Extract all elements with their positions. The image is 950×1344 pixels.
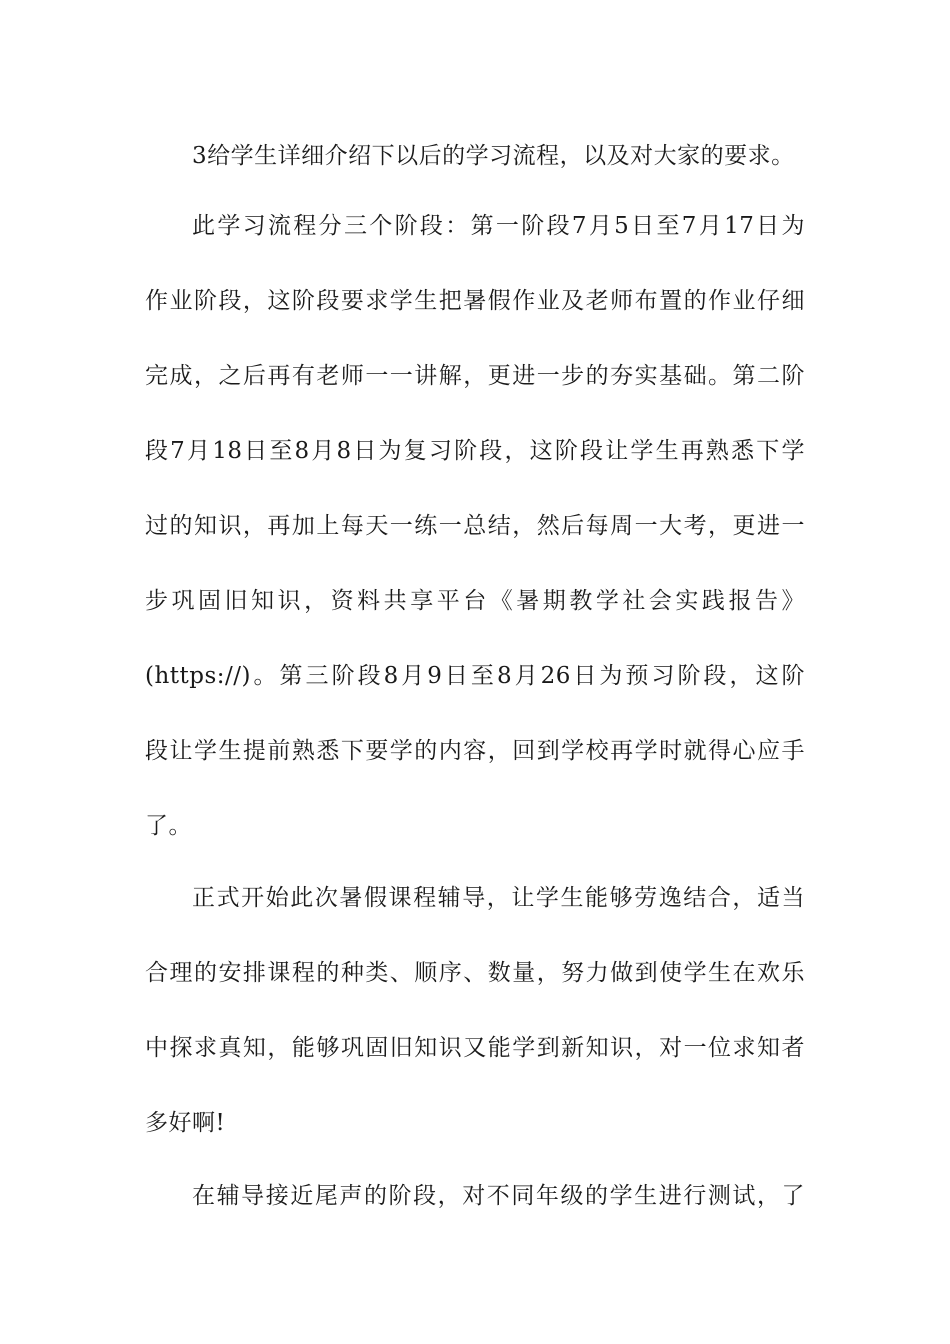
paragraph-2-line-2: 作业阶段，这阶段要求学生把暑假作业及老师布置的作业仔细 — [145, 288, 805, 314]
paragraph-1-line-1: 3给学生详细介绍下以后的学习流程，以及对大家的要求。 — [192, 143, 795, 169]
paragraph-2-line-4: 段7月18日至8月8日为复习阶段，这阶段让学生再熟悉下学 — [145, 438, 805, 464]
paragraph-2-line-1: 此学习流程分三个阶段：第一阶段7月5日至7月17日为 — [192, 213, 805, 239]
paragraph-2-line-8: 段让学生提前熟悉下要学的内容，回到学校再学时就得心应手 — [145, 738, 805, 764]
paragraph-3-line-2: 合理的安排课程的种类、顺序、数量，努力做到使学生在欢乐 — [145, 960, 805, 986]
paragraph-2-line-9: 了。 — [145, 813, 192, 839]
paragraph-2-line-6: 步巩固旧知识，资料共享平台《暑期教学社会实践报告》 — [145, 588, 805, 614]
paragraph-4-line-1: 在辅导接近尾声的阶段，对不同年级的学生进行测试，了 — [192, 1183, 805, 1209]
paragraph-3-line-4: 多好啊! — [145, 1110, 226, 1136]
paragraph-2-line-3: 完成，之后再有老师一一讲解，更进一步的夯实基础。第二阶 — [145, 363, 805, 389]
paragraph-3-line-1: 正式开始此次暑假课程辅导，让学生能够劳逸结合，适当 — [192, 885, 805, 911]
paragraph-2-line-7: (https://)。第三阶段8月9日至8月26日为预习阶段，这阶 — [145, 663, 805, 689]
paragraph-2-line-5: 过的知识，再加上每天一练一总结，然后每周一大考，更进一 — [145, 513, 805, 539]
paragraph-3-line-3: 中探求真知，能够巩固旧知识又能学到新知识，对一位求知者 — [145, 1035, 805, 1061]
